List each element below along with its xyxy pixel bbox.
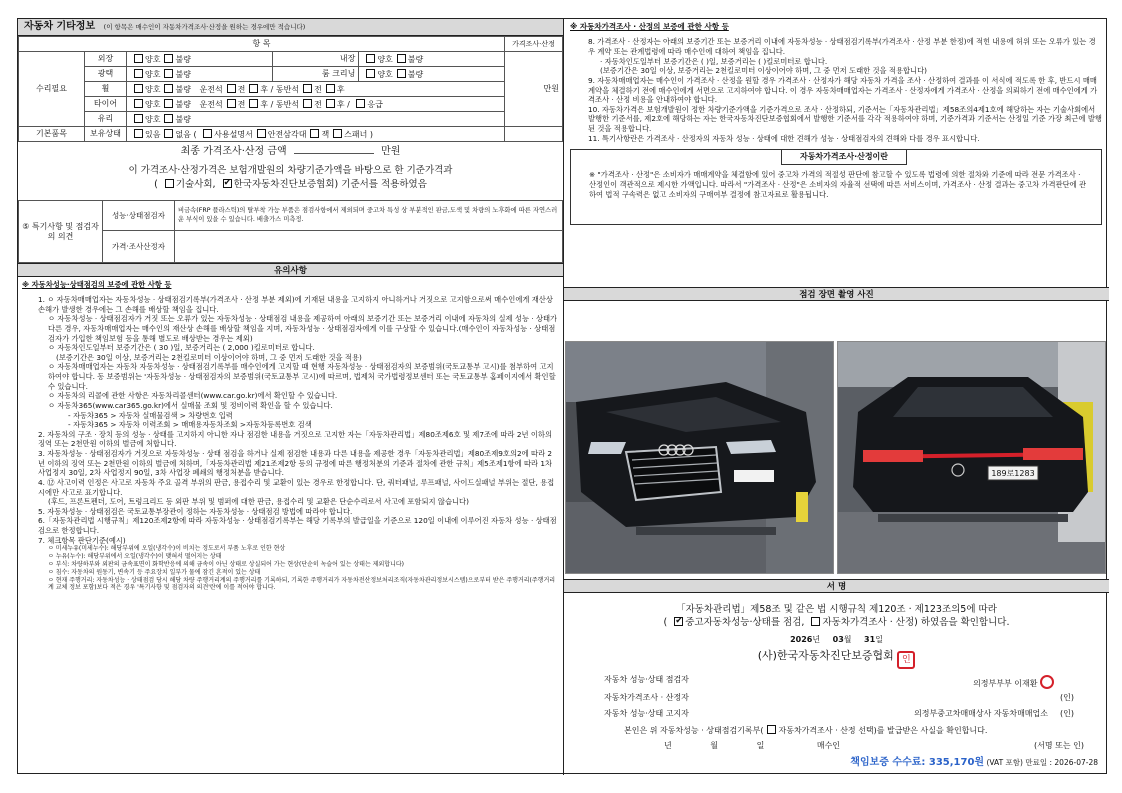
car-front-image bbox=[566, 342, 834, 574]
checkbox[interactable] bbox=[326, 84, 335, 93]
checkbox[interactable] bbox=[134, 84, 143, 93]
notice-item: ㅇ 자동차성능 · 상태점검자가 거짓 또는 오류가 있는 자동차성능 · 상태점검 내용을 제공하여 아래의 보증기간 또는 보증거리 이내에 자동차의 실제 성능 · 상태가 다른 경우, 자동차매매업자는 매수인의 재산상 손해를 배상할 책임을 지며, 자동차성능 · 상태점검자에게 이를 구상할 수 있습니다.(매수인이 자동차성능 · 상태점검자가 가입한 책임보험 등을 통해 별도로 배상받는 경우는 제외) bbox=[48, 314, 558, 343]
checkbox[interactable] bbox=[134, 99, 143, 108]
standard-line2: ( 기술사회, ✔ 한국자동차진단보증협회) 기준서를 적용하였음 bbox=[18, 178, 563, 192]
repair-label: 수리필요 bbox=[19, 52, 85, 127]
appraiser-label: 가격·조사산정자 bbox=[103, 231, 175, 263]
sign-law-block bbox=[564, 603, 1109, 669]
checkbox[interactable] bbox=[310, 129, 319, 138]
notice-item: 2. 자동차의 구조 · 장치 등의 성능 · 상태를 고지하지 아니한 자나 점검한 내용을 거짓으로 고지한 자는「자동차관리법」제80조제6호 및 제7조에 따라 2년 이하의 징역 또는 2천만원 이하의 벌금에 처합니다. bbox=[38, 429, 552, 449]
definition-title: 자동차가격조사·산정이란 bbox=[781, 149, 907, 165]
bad-label: 불량 bbox=[407, 54, 424, 64]
confirm-text-a: 본인은 위 자동차성능 · 상태점검기록부( bbox=[624, 726, 764, 735]
checkbox[interactable] bbox=[134, 69, 143, 78]
checkbox[interactable] bbox=[397, 54, 406, 63]
etc-info-table bbox=[18, 36, 563, 142]
confirm-text-b: 자동차가격조사 · 산정 선택)를 발급받은 사실을 확인합니다. bbox=[778, 726, 988, 735]
inspection-photo-rear bbox=[837, 341, 1106, 574]
interior-check bbox=[359, 52, 505, 67]
left-column bbox=[18, 19, 563, 592]
checkbox[interactable] bbox=[333, 129, 342, 138]
final-price-unit: 만원 bbox=[381, 146, 401, 157]
sign-year-unit: 년 bbox=[812, 634, 821, 644]
sign-role: 자동차가격조사 · 산정자 bbox=[604, 693, 689, 702]
checkbox[interactable] bbox=[203, 129, 212, 138]
sign-opt1: 중고자동차성능·상태를 점검, bbox=[685, 617, 805, 629]
checkbox[interactable] bbox=[164, 84, 173, 93]
basic-price bbox=[505, 127, 563, 142]
checkbox[interactable] bbox=[227, 84, 236, 93]
sign-day: 31 bbox=[864, 634, 876, 644]
etc-info-note: (이 항목은 매수인이 자동차가격조사·산정을 원하는 경우에만 적습니다) bbox=[103, 23, 306, 31]
checkbox[interactable] bbox=[164, 114, 173, 123]
sign-year: 2026 bbox=[790, 634, 813, 644]
good-label: 양호 bbox=[145, 114, 161, 124]
sign-line-inspector bbox=[604, 675, 1074, 688]
rear-label: 후 bbox=[336, 84, 345, 94]
driver-label: 운전석 bbox=[199, 99, 223, 109]
gloss-check bbox=[127, 67, 273, 82]
standard-text bbox=[18, 164, 563, 200]
room-clean-check bbox=[359, 67, 505, 82]
standard-line1: 이 가격조사·산정가격은 보험개발원의 차량기준가액을 바탕으로 한 기준가격과 bbox=[128, 165, 453, 176]
buyer-sign-line bbox=[664, 741, 1084, 751]
front-label: 전 bbox=[314, 84, 322, 94]
notice-list bbox=[22, 295, 559, 592]
checkbox[interactable] bbox=[366, 69, 375, 78]
sign-options: ( ✔중고자동차성능·상태를 점검, 자동차가격조사 · 산정) 하였음을 확인합니다. bbox=[564, 616, 1109, 629]
checkbox-checked[interactable] bbox=[674, 617, 683, 626]
notice-item: 5. 자동차성능 · 상태점검은 국토교통부장관이 정하는 자동차성능 · 상태점검 방법에 따라야 합니다. bbox=[38, 506, 353, 516]
good-label: 양호 bbox=[377, 69, 393, 79]
definition-box bbox=[570, 149, 1102, 225]
checkbox-checked[interactable] bbox=[223, 179, 232, 188]
standard-opt2: 한국자동차진단보증협회) 기준서를 적용하였음 bbox=[233, 178, 427, 190]
appraiser-text bbox=[175, 231, 563, 263]
guarantee-item: (보증기간은 30일 이상, 보증거리는 2천킬로미터 이상이어야 하며, 그 중 먼저 도래한 것을 적용합니다) bbox=[600, 66, 927, 76]
criteria-item: ㅇ 현재 주행거리: 자동차성능 · 상태점검 당시 해당 차량 주행거리계의 주행거리를 기록하되, 기록한 주행거리가 자동차전산정보처리조직(자동차관리정보시스템)으로부터 받은 주행거리(주행거리계 교체 정보 포함)보다 적은 경우 '특기사항 및 점검자의 의견'란에 이를 적어야 합니다. bbox=[48, 576, 556, 592]
spanner-label: 스패너 ) bbox=[344, 129, 374, 139]
notice-subtitle: ※ 자동차성능·상태점검의 보증에 관한 사항 등 bbox=[22, 280, 172, 289]
rear-label: 후 / 동반석 bbox=[260, 99, 300, 109]
sign-name: 의정부부부 이재환 bbox=[973, 679, 1038, 688]
rear-label: 후 bbox=[336, 99, 345, 109]
sign-opt2: 자동차가격조사 · 산정) 하였음을 확인합니다. bbox=[822, 617, 1010, 629]
bad-label: 불량 bbox=[175, 69, 191, 79]
good-label: 양호 bbox=[145, 69, 161, 79]
notice-item: ㅇ 자동차의 리콜에 관한 사항은 자동차리콜센터(www.car.go.kr)에서 확인할 수 있습니다. bbox=[48, 391, 338, 401]
front-label: 전 bbox=[237, 99, 246, 109]
front-label: 전 bbox=[237, 84, 246, 94]
sign-person bbox=[973, 675, 1054, 689]
bad-label: 불량 bbox=[407, 69, 424, 79]
rear-label: 후 / 동반석 bbox=[260, 84, 300, 94]
exterior-check bbox=[127, 52, 273, 67]
sign-month-unit: 월 bbox=[843, 634, 852, 644]
inspector-label: 성능·상태점검자 bbox=[103, 201, 175, 231]
guarantee-block bbox=[564, 19, 1108, 225]
sign-name: 의정부중고차매매상사 자동차매매업소 bbox=[914, 709, 1048, 718]
notice-item: (후드, 프론트펜더, 도어, 트렁크리드 등 외판 부위 및 범퍼에 대한 판금, 용접수리 및 교환은 단순수리로서 사고에 포함되지 않습니다) bbox=[48, 497, 469, 507]
row-gloss: 광택 bbox=[85, 67, 127, 82]
sign-mark: (인) bbox=[1060, 709, 1074, 718]
checkbox[interactable] bbox=[164, 99, 173, 108]
sign-date bbox=[564, 634, 1109, 645]
driver-label: 운전석 bbox=[199, 84, 223, 94]
notice-item: - 자동차365 > 자동차 이력조회 > 매매용자동차조회 >자동차등록번호 검색 bbox=[68, 420, 312, 430]
checkbox[interactable] bbox=[397, 69, 406, 78]
sign-role: 자동차 성능·상태 고지자 bbox=[604, 709, 689, 718]
header-item: 항 목 bbox=[19, 37, 505, 52]
bad-label: 불량 bbox=[175, 99, 191, 109]
buyer-label: 매수인 bbox=[816, 741, 841, 750]
checkbox[interactable] bbox=[134, 129, 143, 138]
row-glass: 유리 bbox=[85, 112, 127, 127]
fee-label: 책임보증 수수료: 335,170원 bbox=[850, 757, 985, 768]
notice-header: 유의사항 bbox=[18, 263, 563, 277]
fee-vat: (VAT 포함) bbox=[986, 758, 1023, 767]
row-holding: 보유상태 bbox=[85, 127, 127, 142]
sign-line-appraiser bbox=[604, 693, 1074, 703]
basic-label: 기본품목 bbox=[19, 127, 85, 142]
checkbox[interactable] bbox=[164, 69, 173, 78]
buyer-sign: (서명 또는 인) bbox=[1034, 741, 1084, 750]
guarantee-item: · 자동차인도일부터 보증기간은 ( )일, 보증거리는 ( )킬로미터로 합니다. bbox=[600, 56, 828, 66]
bad-label: 불량 bbox=[175, 114, 191, 124]
manual-label: 사용설명서 bbox=[214, 129, 253, 139]
guarantee-list bbox=[570, 37, 1102, 143]
right-column bbox=[563, 19, 1108, 775]
triangle-label: 안전삼각대 bbox=[267, 129, 307, 139]
checkbox[interactable] bbox=[164, 54, 173, 63]
sign-mark: (인) bbox=[1060, 693, 1074, 702]
photo-header: 점검 장면 촬영 사진 bbox=[564, 287, 1109, 301]
bad-label: 불량 bbox=[175, 54, 191, 64]
notice-item: 3. 자동차성능 · 상태점검자가 거짓으로 자동차성능 · 상태 점검을 하거나 실제 점검한 내용과 다른 내용을 제공한 경우「자동차관리법」제80조제9호의2에 따라 2년 이하의 징역 또는 2천만원 이하의 벌금에 처하며,「자동차관리법 제21조제2항 등의 규정에 따른 행정처분의 기준과 절차에 관한 규칙」제5조제1항에 따라 1차 사업정지 30일, 2차 사업정지 90일, 3차 사업장 폐쇄의 행정처분을 받습니다. bbox=[38, 449, 553, 478]
checkbox[interactable] bbox=[326, 99, 335, 108]
tire-check: 양호 불량 운전석 전 후 / 동반석 전 후 / 응급 bbox=[127, 97, 505, 112]
notice-item: ㅇ 자동차인도일부터 보증기간은 ( 30 )일, 보증거리는 ( 2,000 )킬로미터로 합니다. bbox=[48, 343, 315, 353]
row-interior: 내장 bbox=[272, 52, 359, 67]
header-price: 가격조사·산정 bbox=[505, 37, 563, 52]
have-label: 있음 bbox=[145, 129, 161, 139]
org-stamp-icon: 인 bbox=[897, 651, 915, 669]
notice-body bbox=[18, 277, 563, 592]
license-plate: 189로1283 bbox=[991, 469, 1035, 478]
inspection-record-page bbox=[17, 18, 1107, 774]
good-label: 양호 bbox=[145, 99, 161, 109]
etc-info-title: 자동차 기타정보 bbox=[24, 21, 96, 32]
criteria-item: ㅇ 부식: 차량하부와 외판의 금속표면이 화학반응에 의해 금속이 아닌 상태로 상실되어 가는 현상(단순히 녹슬어 있는 상태는 제외합니다) bbox=[48, 560, 405, 568]
final-price-input[interactable] bbox=[294, 153, 374, 154]
good-label: 양호 bbox=[145, 84, 161, 94]
checkbox[interactable] bbox=[303, 99, 312, 108]
row-room-clean: 룸 크리닝 bbox=[272, 67, 359, 82]
checkbox[interactable] bbox=[134, 54, 143, 63]
criteria-item: ㅇ 누유(누수): 해당부위에서 오일(냉각수)이 맺혀서 떨어지는 상태 bbox=[48, 553, 222, 561]
guarantee-item: 11. 특기사항란은 가격조사 · 산정자의 자동차 성능 · 상태에 대한 견해가 성능 · 상태점검자의 견해와 다를 경우 표시합니다. bbox=[588, 133, 980, 143]
notice-item: ㅇ 자동차365(www.car365.go.kr)에서 실매물 조회 및 정비이력 확인을 할 수 있습니다. bbox=[48, 400, 333, 410]
jack-label: 잭 bbox=[321, 129, 330, 139]
checkbox[interactable] bbox=[767, 725, 776, 734]
bad-label: 불량 bbox=[175, 84, 191, 94]
special-label: ⑤ 특기사항 및 점검자의 의견 bbox=[19, 201, 103, 263]
guarantee-title: ※ 자동차가격조사 · 산정의 보증에 관한 사항 등 bbox=[570, 22, 729, 31]
sign-day-unit: 일 bbox=[875, 634, 883, 644]
final-price-row bbox=[18, 142, 563, 164]
definition-text: ※ "가격조사 · 산정"은 소비자가 매매계약을 체결함에 있어 중고차 가격의 적절성 판단에 참고할 수 있도록 법령에 의한 절차와 기준에 따라 전문 가격조사 · 산정인이 객관적으로 제시한 가액입니다. 따라서 "가격조사 · 산정"은 소비자의 자율적 선택에 따른 서비스이며, 가격조사 · 산정 결과는 중고차 가격판단에 관하여 법적 구속력은 없고 소비자의 구매여부 결정에 참고자료로 활용됩니다. bbox=[589, 170, 1087, 199]
wheel-check bbox=[127, 82, 505, 97]
glass-check bbox=[127, 112, 505, 127]
sign-org-row bbox=[564, 648, 1109, 669]
guarantee-item: 10. 자동차가격은 보험개발원이 정한 차량기준가액을 기준가격으로 조사 · 산정하되, 기준서는「자동차관리법」제58조의4제1호에 해당하는 자는 기술사회에서 발행한 기준서를, 제2호에 해당하는 자는 한국자동차진단보증협회에서 발행한 기준서를 각각 적용하여야 하며, 기준가격과 기준서는 산정일 기준 가장 최근에 발행된 것을 적용합니다. bbox=[588, 104, 1102, 133]
sign-role: 자동차 성능·상태 점검자 bbox=[604, 675, 689, 684]
checkbox[interactable] bbox=[303, 84, 312, 93]
inspector-seal-icon bbox=[1040, 675, 1054, 689]
car-rear-image bbox=[838, 342, 1106, 574]
good-label: 양호 bbox=[145, 54, 161, 64]
notice-item: 7. 체크항목 판단기준(예시) bbox=[38, 535, 126, 545]
holding-check: 있음 없음 ( 사용설명서 안전삼각대 잭 스패너 ) bbox=[127, 127, 505, 142]
emergency-label: 응급 bbox=[367, 99, 383, 109]
etc-info-header bbox=[18, 19, 563, 36]
checkbox[interactable] bbox=[366, 54, 375, 63]
fee-line bbox=[850, 757, 1098, 770]
buyer-confirm bbox=[624, 725, 1094, 736]
notice-item: ㅇ 자동차매매업자는 자동차 자동차성능 · 상태점검기록부를 매수인에게 고지할 때 현행 자동차성능 · 상태점검자의 보증범위(국토교통부 고시)를 첨부하여 고지하여야 합니다. 동 보증범위는 '자동차성능 · 상태점검자의 보증범위(국토교통부 고시)에 따르며, 법제처 국가법령정보센터 또는 국토교통부 홈페이지에서 확인할 수 있습니다. bbox=[48, 362, 556, 391]
final-price-label: 최종 가격조사·산정 금액 bbox=[180, 146, 287, 157]
checkbox[interactable] bbox=[249, 99, 258, 108]
row-wheel: 휠 bbox=[85, 82, 127, 97]
fee-expiry: 만료일 : 2026-07-28 bbox=[1025, 758, 1098, 767]
none-label: 없음 bbox=[175, 129, 191, 139]
checkbox[interactable] bbox=[134, 114, 143, 123]
notice-item: 6.「자동차관리법 시행규칙」제120조제2항에 따라 자동차성능 · 상태점검기록부는 해당 기록부의 발급일을 기준으로 120일 이내에 이루어진 자동차 성능 · 상태점검으로 한정합니다. bbox=[38, 516, 557, 536]
guarantee-item: 8. 가격조사 · 산정자는 아래의 보증기간 또는 보증거리 이내에 자동차성능 · 상태점검기록부(가격조사 · 산정 부분 한정)에 적힌 내용에 허위 또는 오류가 있는 경우 계약 또는 관계법령에 따라 매수인에 대하여 책임을 집니다. bbox=[588, 37, 1096, 56]
checkbox[interactable] bbox=[165, 179, 174, 188]
notice-item: (보증기간은 30일 이상, 보증거리는 2천킬로미터 이상이어야 하며, 그 중 먼저 도래한 것을 적용) bbox=[56, 352, 362, 362]
row-exterior: 외장 bbox=[85, 52, 127, 67]
good-label: 양호 bbox=[377, 54, 393, 64]
criteria-item: ㅇ 침수: 자동차의 원동기, 변속기 등 주요장치 일부가 물에 잠긴 흔적이 있는 상태 bbox=[48, 568, 261, 576]
sign-month: 03 bbox=[832, 634, 844, 644]
criteria-item: ㅇ 미세누유(미세누수): 해당부위에 오일(냉각수)이 비치는 정도로서 부품 노후로 인한 현상 bbox=[48, 545, 286, 553]
buyer-month-unit: 월 bbox=[710, 741, 719, 750]
notice-item: - 자동차365 > 자동차 실매물검색 > 차량번호 입력 bbox=[68, 410, 233, 420]
front-label: 전 bbox=[314, 99, 322, 109]
sign-line-notifier bbox=[604, 709, 1074, 719]
buyer-year-unit: 년 bbox=[664, 741, 672, 750]
checkbox[interactable] bbox=[257, 129, 266, 138]
repair-price: 만원 bbox=[505, 52, 563, 127]
standard-opt1: 기술사회, bbox=[175, 178, 216, 190]
inspection-photo-front bbox=[565, 341, 834, 574]
inspector-text: 비금속(FRP 플라스틱)의 탈부착 가능 부품은 점검사항에서 제외되며 중고차 특성 상 부분적인 판금,도색 및 차량의 노후화에 따른 자연스러운 부식이 있을 수 있습니다. 배출가스 미측정. bbox=[175, 201, 563, 231]
checkbox[interactable] bbox=[249, 84, 258, 93]
criteria-list bbox=[38, 545, 559, 592]
checkbox[interactable] bbox=[164, 129, 173, 138]
notice-item: 1. ㅇ 자동차매매업자는 자동차성능 · 상태점검기록부(가격조사 · 산정 부분 제외)에 기재된 내용을 고지하지 아니하거나 거짓으로 고지함으로써 매수인에게 재산상 손해가 발생한 경우에는 그 손해를 배상할 책임을 집니다. bbox=[38, 295, 553, 314]
row-tire: 타이어 bbox=[85, 97, 127, 112]
sign-header: 서 명 bbox=[564, 579, 1109, 593]
sign-law: 「자동차관리법」제58조 및 같은 법 시행규칙 제120조 · 제123조의5에 따라 bbox=[676, 604, 997, 615]
checkbox[interactable] bbox=[356, 99, 365, 108]
checkbox[interactable] bbox=[227, 99, 236, 108]
buyer-day-unit: 일 bbox=[756, 741, 765, 750]
checkbox[interactable] bbox=[811, 617, 820, 626]
sign-org: (사)한국자동차진단보증협회 bbox=[757, 648, 894, 662]
guarantee-item: 9. 자동차매매업자는 매수인이 가격조사 · 산정을 원할 경우 가격조사 · 산정자가 해당 자동차 가격을 조사 · 산정하여 결과를 이 서식에 적도록 한 후, 반드시 매매계약을 체결하기 전에 매수인에게 서면으로 고지하여야 합니다. 이 경우 자동차매매업자는 가격조사 · 산정자에게 가격조사 · 산정을 의뢰하기 전에 매수인에게 가격조사 · 산정 비용을 안내하여야 합니다. bbox=[588, 75, 1098, 105]
notice-item: 4. ⑫ 사고이력 인정은 사고로 자동차 주요 골격 부위의 판금, 용접수리 및 교환이 있는 경우로 한정합니다. 단, 쿼터패널, 루프패널, 사이드실패널 부위는 절단, 용접 시에만 사고로 표기합니다. bbox=[38, 477, 555, 497]
special-notes-table bbox=[18, 200, 563, 263]
